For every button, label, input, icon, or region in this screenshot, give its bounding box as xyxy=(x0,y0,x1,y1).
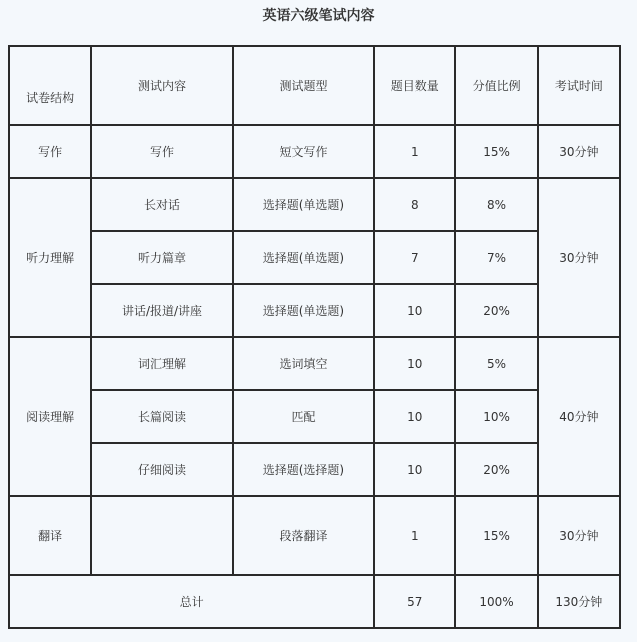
reading-type: 选择题(选择题) xyxy=(233,443,374,496)
table-row-reading-1 xyxy=(9,337,620,390)
table-row-total xyxy=(9,575,620,628)
reading-ratio: 10% xyxy=(455,390,537,443)
listening-count: 7 xyxy=(374,231,455,284)
listening-content: 长对话 xyxy=(91,178,232,231)
table-row-writing xyxy=(9,125,620,178)
writing-structure: 写作 xyxy=(9,125,91,178)
listening-ratio: 7% xyxy=(455,231,537,284)
header-structure: 试卷结构 xyxy=(9,46,91,125)
table-row-listening-1 xyxy=(9,178,620,231)
table-row-listening-3 xyxy=(9,284,620,337)
listening-content: 听力篇章 xyxy=(91,231,232,284)
translation-ratio: 15% xyxy=(455,496,537,575)
table-row-listening-2 xyxy=(9,231,620,284)
total-ratio: 100% xyxy=(455,575,537,628)
writing-content: 写作 xyxy=(91,125,232,178)
header-count: 题目数量 xyxy=(374,46,455,125)
reading-count: 10 xyxy=(374,390,455,443)
reading-time: 40分钟 xyxy=(538,337,620,496)
reading-count: 10 xyxy=(374,443,455,496)
listening-type: 选择题(单选题) xyxy=(233,231,374,284)
table-row-reading-3 xyxy=(9,443,620,496)
listening-time: 30分钟 xyxy=(538,178,620,337)
reading-type: 匹配 xyxy=(233,390,374,443)
table-row-reading-2 xyxy=(9,390,620,443)
listening-count: 8 xyxy=(374,178,455,231)
reading-ratio: 20% xyxy=(455,443,537,496)
reading-count: 10 xyxy=(374,337,455,390)
header-time: 考试时间 xyxy=(538,46,620,125)
header-type: 测试题型 xyxy=(233,46,374,125)
exam-content-table xyxy=(8,45,621,629)
translation-time: 30分钟 xyxy=(538,496,620,575)
total-count: 57 xyxy=(374,575,455,628)
reading-structure: 阅读理解 xyxy=(9,337,91,496)
reading-content: 仔细阅读 xyxy=(91,443,232,496)
listening-ratio: 8% xyxy=(455,178,537,231)
listening-content: 讲话/报道/讲座 xyxy=(91,284,232,337)
listening-count: 10 xyxy=(374,284,455,337)
reading-content: 长篇阅读 xyxy=(91,390,232,443)
listening-ratio: 20% xyxy=(455,284,537,337)
writing-time: 30分钟 xyxy=(538,125,620,178)
translation-content xyxy=(91,496,232,575)
translation-count: 1 xyxy=(374,496,455,575)
translation-structure: 翻译 xyxy=(9,496,91,575)
translation-type: 段落翻译 xyxy=(233,496,374,575)
listening-type: 选择题(单选题) xyxy=(233,178,374,231)
writing-ratio: 15% xyxy=(455,125,537,178)
listening-type: 选择题(单选题) xyxy=(233,284,374,337)
writing-type: 短文写作 xyxy=(233,125,374,178)
total-label: 总计 xyxy=(9,575,374,628)
total-time: 130分钟 xyxy=(538,575,620,628)
reading-ratio: 5% xyxy=(455,337,537,390)
table-row-translation xyxy=(9,496,620,575)
header-ratio: 分值比例 xyxy=(455,46,537,125)
writing-count: 1 xyxy=(374,125,455,178)
listening-structure: 听力理解 xyxy=(9,178,91,337)
table-title: 英语六级笔试内容 xyxy=(262,8,375,24)
header-content: 测试内容 xyxy=(91,46,232,125)
header-row xyxy=(9,46,620,125)
reading-type: 选词填空 xyxy=(233,337,374,390)
reading-content: 词汇理解 xyxy=(91,337,232,390)
